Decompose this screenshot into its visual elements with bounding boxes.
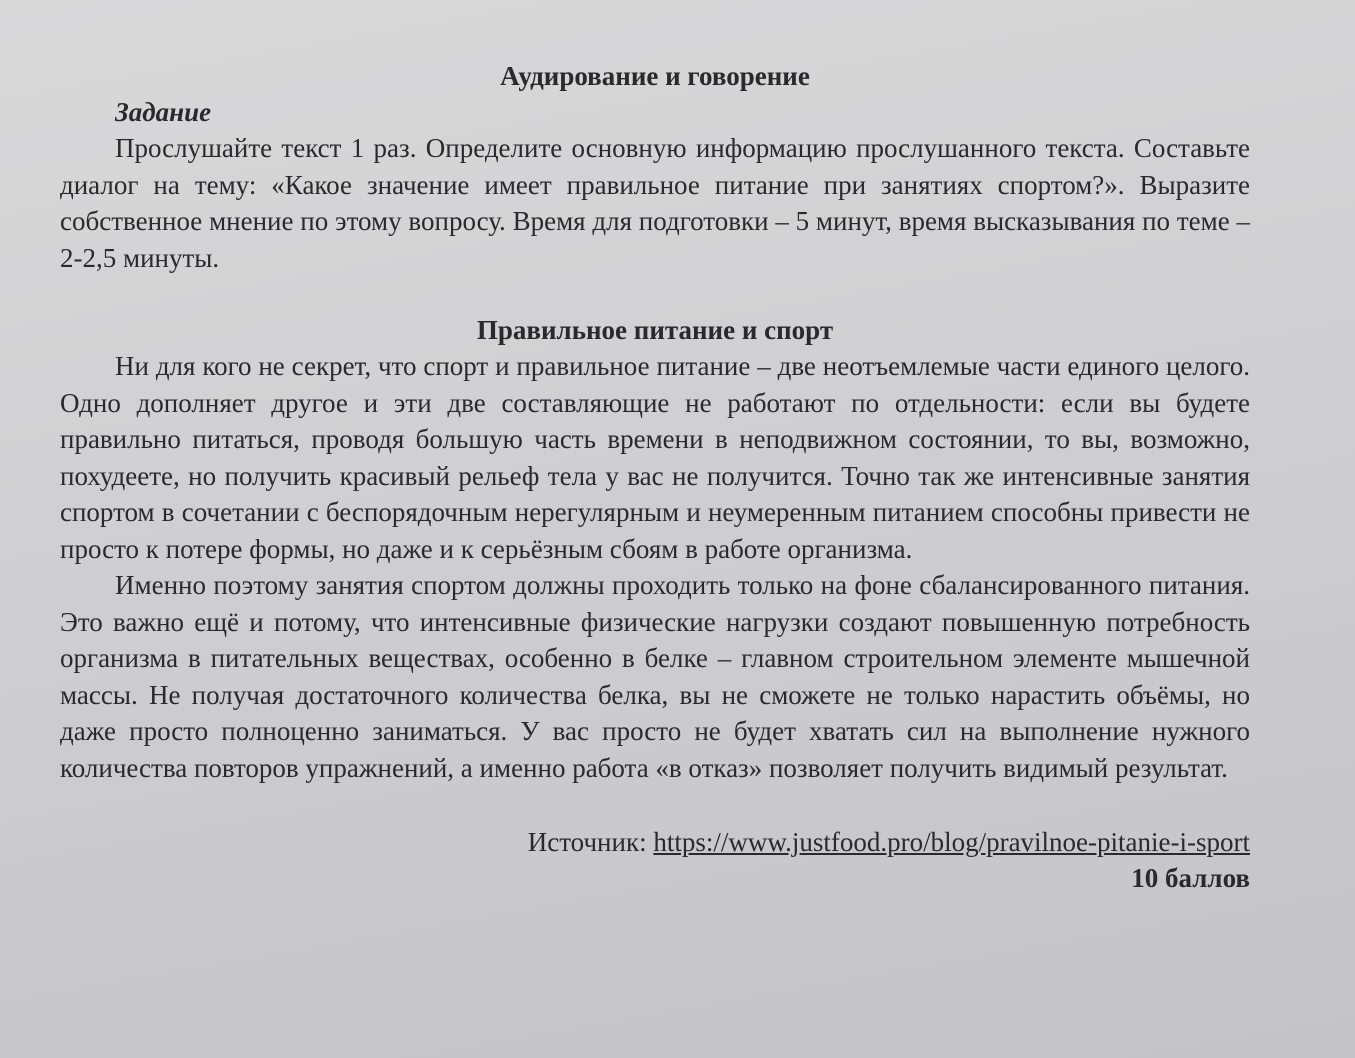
source-label: Источник:: [527, 827, 654, 857]
text-paragraph-2: Именно поэтому занятия спортом должны проходить только на фоне сбалансированного питания. Это важно ещё и потому, что интенсивные физические нагрузки создают повышенную потребность организма в питательных веществах, особенно в белке – главном строительном элементе мышечной массы. Не получая достаточного количества белка, вы не сможете не только нарастить объёмы, но даже просто полноценно заниматься. У вас просто не будет хватать сил на выполнение нужного количества повторов упражнений, а именно работа «в отказ» позволяет получить видимый результат.: [60, 570, 1250, 783]
source-line: [60, 824, 1250, 860]
text-paragraph-1: Ни для кого не секрет, что спорт и правильное питание – две неотъемлемые части единого целого. Одно дополняет другое и эти две составляющие не работают по отдельности: если вы будете правильно питаться, проводя большую часть времени в неподвижном состоянии, то вы, возможно, похудеете, но получить красивый рельеф тела у вас не получится. Точно так же интенсивные занятия спортом в сочетании с беспорядочным нерегулярным и неумеренным питанием способны привести не просто к потере формы, но даже и к серьёзным сбоям в работе организма.: [60, 351, 1250, 564]
spacer: [60, 276, 1250, 312]
document-heading: Аудирование и говорение: [500, 61, 810, 91]
score-label: 10 баллов: [1131, 863, 1250, 893]
task-label: Задание: [115, 97, 212, 127]
task-instructions: Прослушайте текст 1 раз. Определите основную информацию прослушанного текста. Составьте диалог на тему: «Какое значение имеет правильное питание при занятиях спортом?». Выразите собственное мнение по этому вопросу. Время для подготовки – 5 минут, время высказывания по теме – 2-2,5 минуты.: [60, 133, 1250, 273]
text-title: Правильное питание и спорт: [476, 315, 834, 345]
source-link[interactable]: https://www.justfood.pro/blog/pravilnoe-pitanie-i-sport: [653, 827, 1250, 857]
